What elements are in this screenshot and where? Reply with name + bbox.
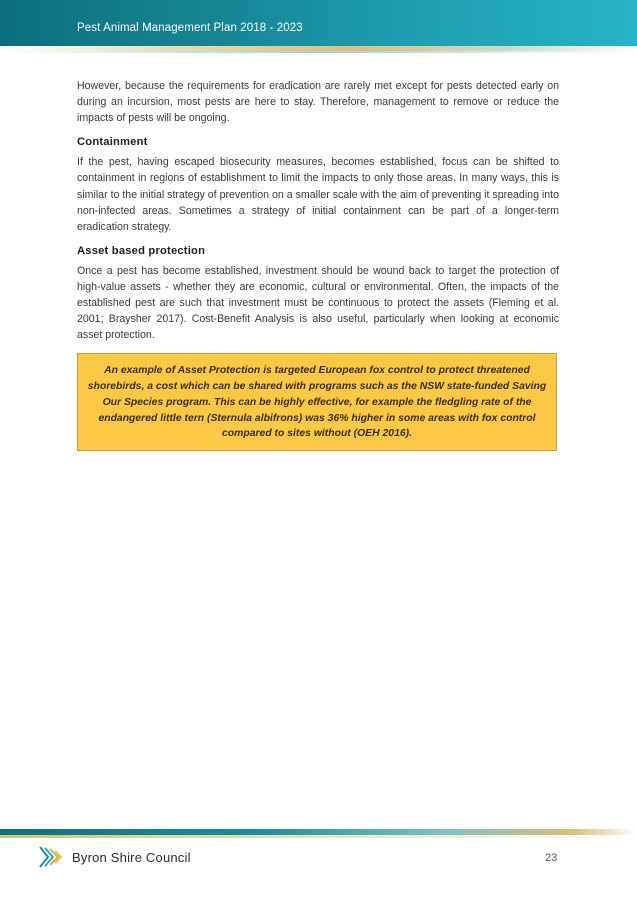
section-heading-containment: Containment [77,136,148,149]
footer-organization-name: Byron Shire Council [72,850,191,865]
document-title: Pest Animal Management Plan 2018 - 2023 [77,22,303,34]
page-header-band [0,0,637,46]
containment-paragraph: If the pest, having escaped biosecurity measures, becomes established, focus can be shifted to containment in regions of establishment to limit the impacts to only those areas. In many ways, this is similar to the initial strategy of prevention on a smaller scale with the aim of preventing it spreading into non-infected areas. Sometimes a strategy of initial containment can be part of a longer-term eradication strategy. [77,156,559,233]
footer-decorative-line [0,835,637,838]
section-heading-asset-protection: Asset based protection [77,244,206,257]
header-decorative-line [0,51,637,53]
council-logo-icon [38,845,64,869]
asset-protection-callout-box: An example of Asset Protection is targeted European fox control to protect threatened shorebirds, a cost which can be shared with programs such as the NSW state-funded Saving Our Species program. This can be highly effective, for example the fledgling rate of the endangered little tern (Sternula albifrons) was 36% higher in some areas with fox control compared to sites without (OEH 2016). [77,353,557,451]
page-content [77,78,559,451]
intro-paragraph: However, because the requirements for eradication are rarely met except for pests detected early on during an incursion, most pests are here to stay. Therefore, management to remove or reduce the impacts of pests will be ongoing. [77,80,559,125]
asset-protection-paragraph: Once a pest has become established, investment should be wound back to target the protection of high-value assets - whether they are economic, cultural or environmental. Often, the impacts of the established pest are such that investment must be continuous to protect the assets (Fleming et al. 2001; Braysher 2017). Cost-Benefit Analysis is also useful, particularly when looking at economic asset protection. [77,264,559,342]
page-number: 23 [545,852,558,864]
